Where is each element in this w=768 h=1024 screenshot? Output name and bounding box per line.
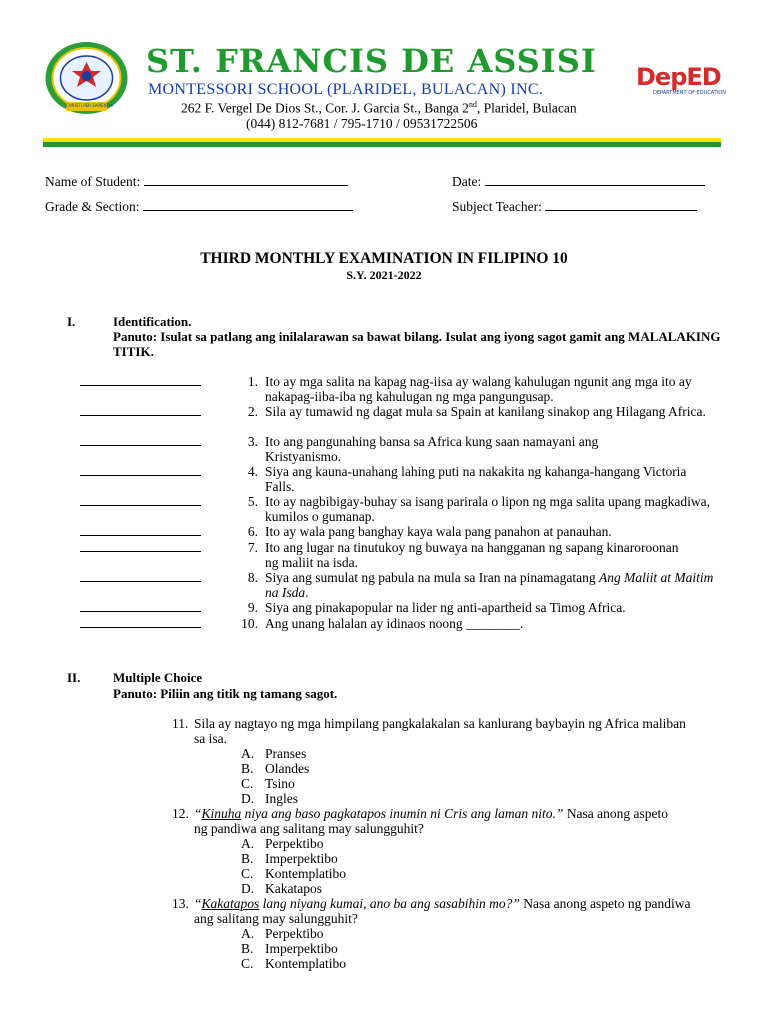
q12-question: Nasa anong aspeto ng pandiwa ang salitang may salungguhit?: [194, 806, 669, 836]
item-text-7: Ito ang lugar na tinutukoy ng buwaya na hangganan ng sapang kinaroroonan ng maliit na isda.: [265, 540, 679, 570]
answer-blank-6[interactable]: [80, 535, 201, 536]
option-text: Kakatapos: [265, 881, 322, 896]
option-text: Olandes: [265, 761, 310, 776]
option-text: Kontemplatibo: [265, 956, 346, 971]
option-text: Perpektibo: [265, 836, 324, 851]
option-text: Kontemplatibo: [265, 866, 346, 881]
option-letter: D.: [241, 791, 255, 806]
question-text-12: [194, 806, 684, 836]
item-number-5: 5.: [247, 494, 258, 509]
item-text-8-plain: Siya ang sumulat ng pabula na mula sa Iran na pinamagatang: [265, 570, 600, 585]
option-12-c[interactable]: [241, 866, 346, 881]
q13-open-quote: “: [194, 896, 202, 911]
answer-blank-4[interactable]: [80, 475, 201, 476]
option-11-b[interactable]: [241, 761, 309, 776]
deped-caption: DEPARTMENT OF EDUCATION: [653, 90, 726, 96]
item-number-7: 7.: [247, 540, 258, 555]
exam-title: THIRD MONTHLY EXAMINATION IN FILIPINO 10: [200, 250, 568, 267]
q12-underlined-word: Kinuha: [201, 806, 242, 821]
option-13-c[interactable]: [241, 956, 346, 971]
answer-blank-3[interactable]: [80, 445, 201, 446]
section-2-title: Multiple Choice: [113, 670, 203, 685]
q13-question: Nasa anong aspeto ng pandiwa ang salitang may salungguhit?: [194, 896, 691, 926]
subject-teacher-label: Subject Teacher:: [452, 199, 542, 214]
item-text-4: Siya ang kauna-unahang lahing puti na nakakita ng kahanga-hangang Victoria Falls.: [265, 464, 687, 494]
address-sup: nd: [468, 100, 477, 109]
school-year: S.Y. 2021-2022: [346, 268, 422, 282]
q12-open-quote: “: [194, 806, 202, 821]
option-letter: C.: [241, 866, 254, 881]
option-text: Imperpektibo: [265, 851, 338, 866]
option-letter: D.: [241, 881, 255, 896]
option-text: Imperpektibo: [265, 941, 338, 956]
item-text-6: Ito ay wala pang banghay kaya wala pang panahon at panauhan.: [265, 524, 612, 539]
answer-blank-8[interactable]: [80, 581, 201, 582]
options-13: [241, 926, 346, 971]
item-text-1: Ito ay mga salita na kapag nag-iisa ay walang kahulugan ngunit ang mga ito ay nakapag-iiba-iba ng kahulugan ng mga pangungusap.: [265, 374, 692, 404]
option-letter: A.: [241, 746, 255, 761]
q12-quote-rest: niya ang baso pagkatapos inumin ni Cris ang laman nito.”: [241, 806, 564, 821]
q13-quote-rest: lang niyang kumai, ano ba ang sasabihin mo?”: [259, 896, 520, 911]
section-1-title: Identification.: [113, 314, 192, 329]
answer-blank-5[interactable]: [80, 505, 201, 506]
options-11: [241, 746, 309, 806]
options-12: [241, 836, 346, 896]
option-11-d[interactable]: [241, 791, 309, 806]
question-text-13: [194, 896, 704, 926]
option-text: Ingles: [265, 791, 298, 806]
item-text-5: Ito ay nagbibigay-buhay sa isang parirala o lipon ng mga salita upang magkadiwa, kumilos o gumanap.: [265, 494, 710, 524]
item-text-8-end: .: [305, 585, 309, 600]
option-text: Perpektibo: [265, 926, 324, 941]
item-number-2: 2.: [247, 404, 258, 419]
address-part1: 262 F. Vergel De Dios St., Cor. J. Garcia St., Banga 2: [181, 100, 469, 116]
address-part2: , Plaridel, Bulacan: [476, 100, 577, 116]
option-12-d[interactable]: [241, 881, 346, 896]
option-11-a[interactable]: [241, 746, 309, 761]
item-text-9: Siya ang pinakapopular na lider ng anti-apartheid sa Timog Africa.: [265, 600, 626, 615]
option-letter: B.: [241, 941, 254, 956]
option-letter: A.: [241, 836, 255, 851]
item-text-2: Sila ay tumawid ng dagat mula sa Spain at kanilang sinakop ang Hilagang Africa.: [265, 404, 706, 419]
option-letter: A.: [241, 926, 255, 941]
school-subtitle: MONTESSORI SCHOOL (PLARIDEL, BULACAN) INC.: [148, 81, 544, 98]
section-1-instruction: Panuto: Isulat sa patlang ang inilalarawan sa bawat bilang. Isulat ang iyong sagot gamit ang MALALAKING TITIK.: [113, 329, 721, 359]
item-number-10: 10.: [241, 616, 258, 631]
crest-motto: CHRISTI PER SAPIENTIA: [66, 103, 114, 108]
item-number-1: 1.: [247, 374, 258, 389]
option-13-a[interactable]: [241, 926, 346, 941]
option-12-a[interactable]: [241, 836, 346, 851]
student-name-label: Name of Student:: [45, 174, 141, 189]
q13-underlined-word: Kakatapos: [201, 896, 260, 911]
answer-blank-1[interactable]: [80, 385, 201, 386]
option-letter: B.: [241, 851, 254, 866]
question-number-11: 11.: [172, 716, 189, 731]
option-text: Tsino: [265, 776, 295, 791]
item-text-3: Ito ang pangunahing bansa sa Africa kung saan namayani ang Kristyanismo.: [265, 434, 599, 464]
option-letter: C.: [241, 776, 254, 791]
item-text-8: [265, 570, 715, 600]
question-text-11: Sila ay nagtayo ng mga himpilang pangkalakalan sa kanlurang baybayin ng Africa maliban sa isa.: [194, 716, 686, 746]
option-12-b[interactable]: [241, 851, 346, 866]
section-2-instruction: Panuto: Piliin ang titik ng tamang sagot.: [113, 686, 338, 701]
answer-blank-7[interactable]: [80, 551, 201, 552]
option-letter: C.: [241, 956, 254, 971]
item-number-4: 4.: [247, 464, 258, 479]
section-2-number: II.: [67, 670, 81, 685]
item-number-8: 8.: [247, 570, 258, 585]
question-number-13: 13.: [172, 896, 189, 911]
item-text-10: Ang unang halalan ay idinaos noong ________.: [265, 616, 524, 631]
item-number-6: 6.: [247, 524, 258, 539]
answer-blank-9[interactable]: [80, 611, 201, 612]
option-11-c[interactable]: [241, 776, 309, 791]
item-text-8-title: Ang Maliit at Maitim na Isda: [265, 570, 714, 600]
answer-blank-10[interactable]: [80, 627, 201, 628]
item-number-9: 9.: [247, 600, 258, 615]
school-phone: (044) 812-7681 / 795-1710 / 09531722506: [246, 116, 478, 131]
option-text: Pranses: [265, 746, 307, 761]
option-13-b[interactable]: [241, 941, 346, 956]
school-name: ST. FRANCIS DE ASSISI: [146, 42, 597, 80]
grade-section-label: Grade & Section:: [45, 199, 140, 214]
option-letter: B.: [241, 761, 254, 776]
item-number-3: 3.: [247, 434, 258, 449]
section-1-number: I.: [67, 314, 76, 329]
deped-logo-text: DepED: [636, 63, 721, 91]
question-number-12: 12.: [172, 806, 189, 821]
answer-blank-2[interactable]: [80, 415, 201, 416]
date-label: Date:: [452, 174, 482, 189]
